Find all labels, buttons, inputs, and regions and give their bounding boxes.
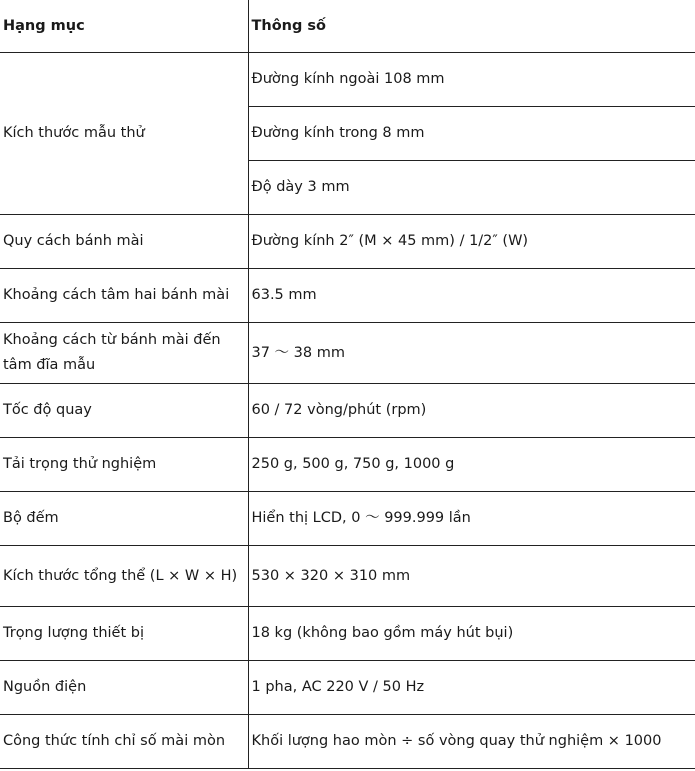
row-label: Quy cách bánh mài	[0, 215, 248, 269]
row-value: 60 / 72 vòng/phút (rpm)	[248, 384, 695, 438]
row-value: 250 g, 500 g, 750 g, 1000 g	[248, 438, 695, 492]
table-row	[0, 215, 695, 269]
table-row	[0, 661, 695, 715]
table-header-row	[0, 0, 695, 53]
row-label: Công thức tính chỉ số mài mòn	[0, 715, 248, 769]
row-label: Nguồn điện	[0, 661, 248, 715]
table-row	[0, 715, 695, 769]
header-category: Hạng mục	[0, 0, 248, 53]
row-label: Khoảng cách tâm hai bánh mài	[0, 269, 248, 323]
row-label: Bộ đếm	[0, 492, 248, 546]
row-value: Độ dày 3 mm	[248, 161, 695, 215]
table-row	[0, 546, 695, 607]
row-label: Trọng lượng thiết bị	[0, 607, 248, 661]
row-value: 63.5 mm	[248, 269, 695, 323]
row-value: 37 ～ 38 mm	[248, 323, 695, 384]
row-label: Tải trọng thử nghiệm	[0, 438, 248, 492]
row-value: Đường kính 2″ (M × 45 mm) / 1/2″ (W)	[248, 215, 695, 269]
table-row	[0, 323, 695, 384]
table-row	[0, 607, 695, 661]
row-value: 1 pha, AC 220 V / 50 Hz	[248, 661, 695, 715]
row-value: Đường kính trong 8 mm	[248, 107, 695, 161]
row-value: 530 × 320 × 310 mm	[248, 546, 695, 607]
row-label: Tốc độ quay	[0, 384, 248, 438]
table-row	[0, 384, 695, 438]
row-label: Kích thước tổng thể (L × W × H)	[0, 546, 248, 607]
row-label: Kích thước mẫu thử	[0, 53, 248, 215]
row-value: Hiển thị LCD, 0 ～ 999.999 lần	[248, 492, 695, 546]
table-row	[0, 492, 695, 546]
table-row	[0, 53, 695, 107]
table-row	[0, 438, 695, 492]
header-specification: Thông số	[248, 0, 695, 53]
table-row	[0, 269, 695, 323]
row-value: 18 kg (không bao gồm máy hút bụi)	[248, 607, 695, 661]
row-value: Đường kính ngoài 108 mm	[248, 53, 695, 107]
row-value: Khối lượng hao mòn ÷ số vòng quay thử nghiệm × 1000	[248, 715, 695, 769]
row-label: Khoảng cách từ bánh mài đến tâm đĩa mẫu	[0, 323, 248, 384]
